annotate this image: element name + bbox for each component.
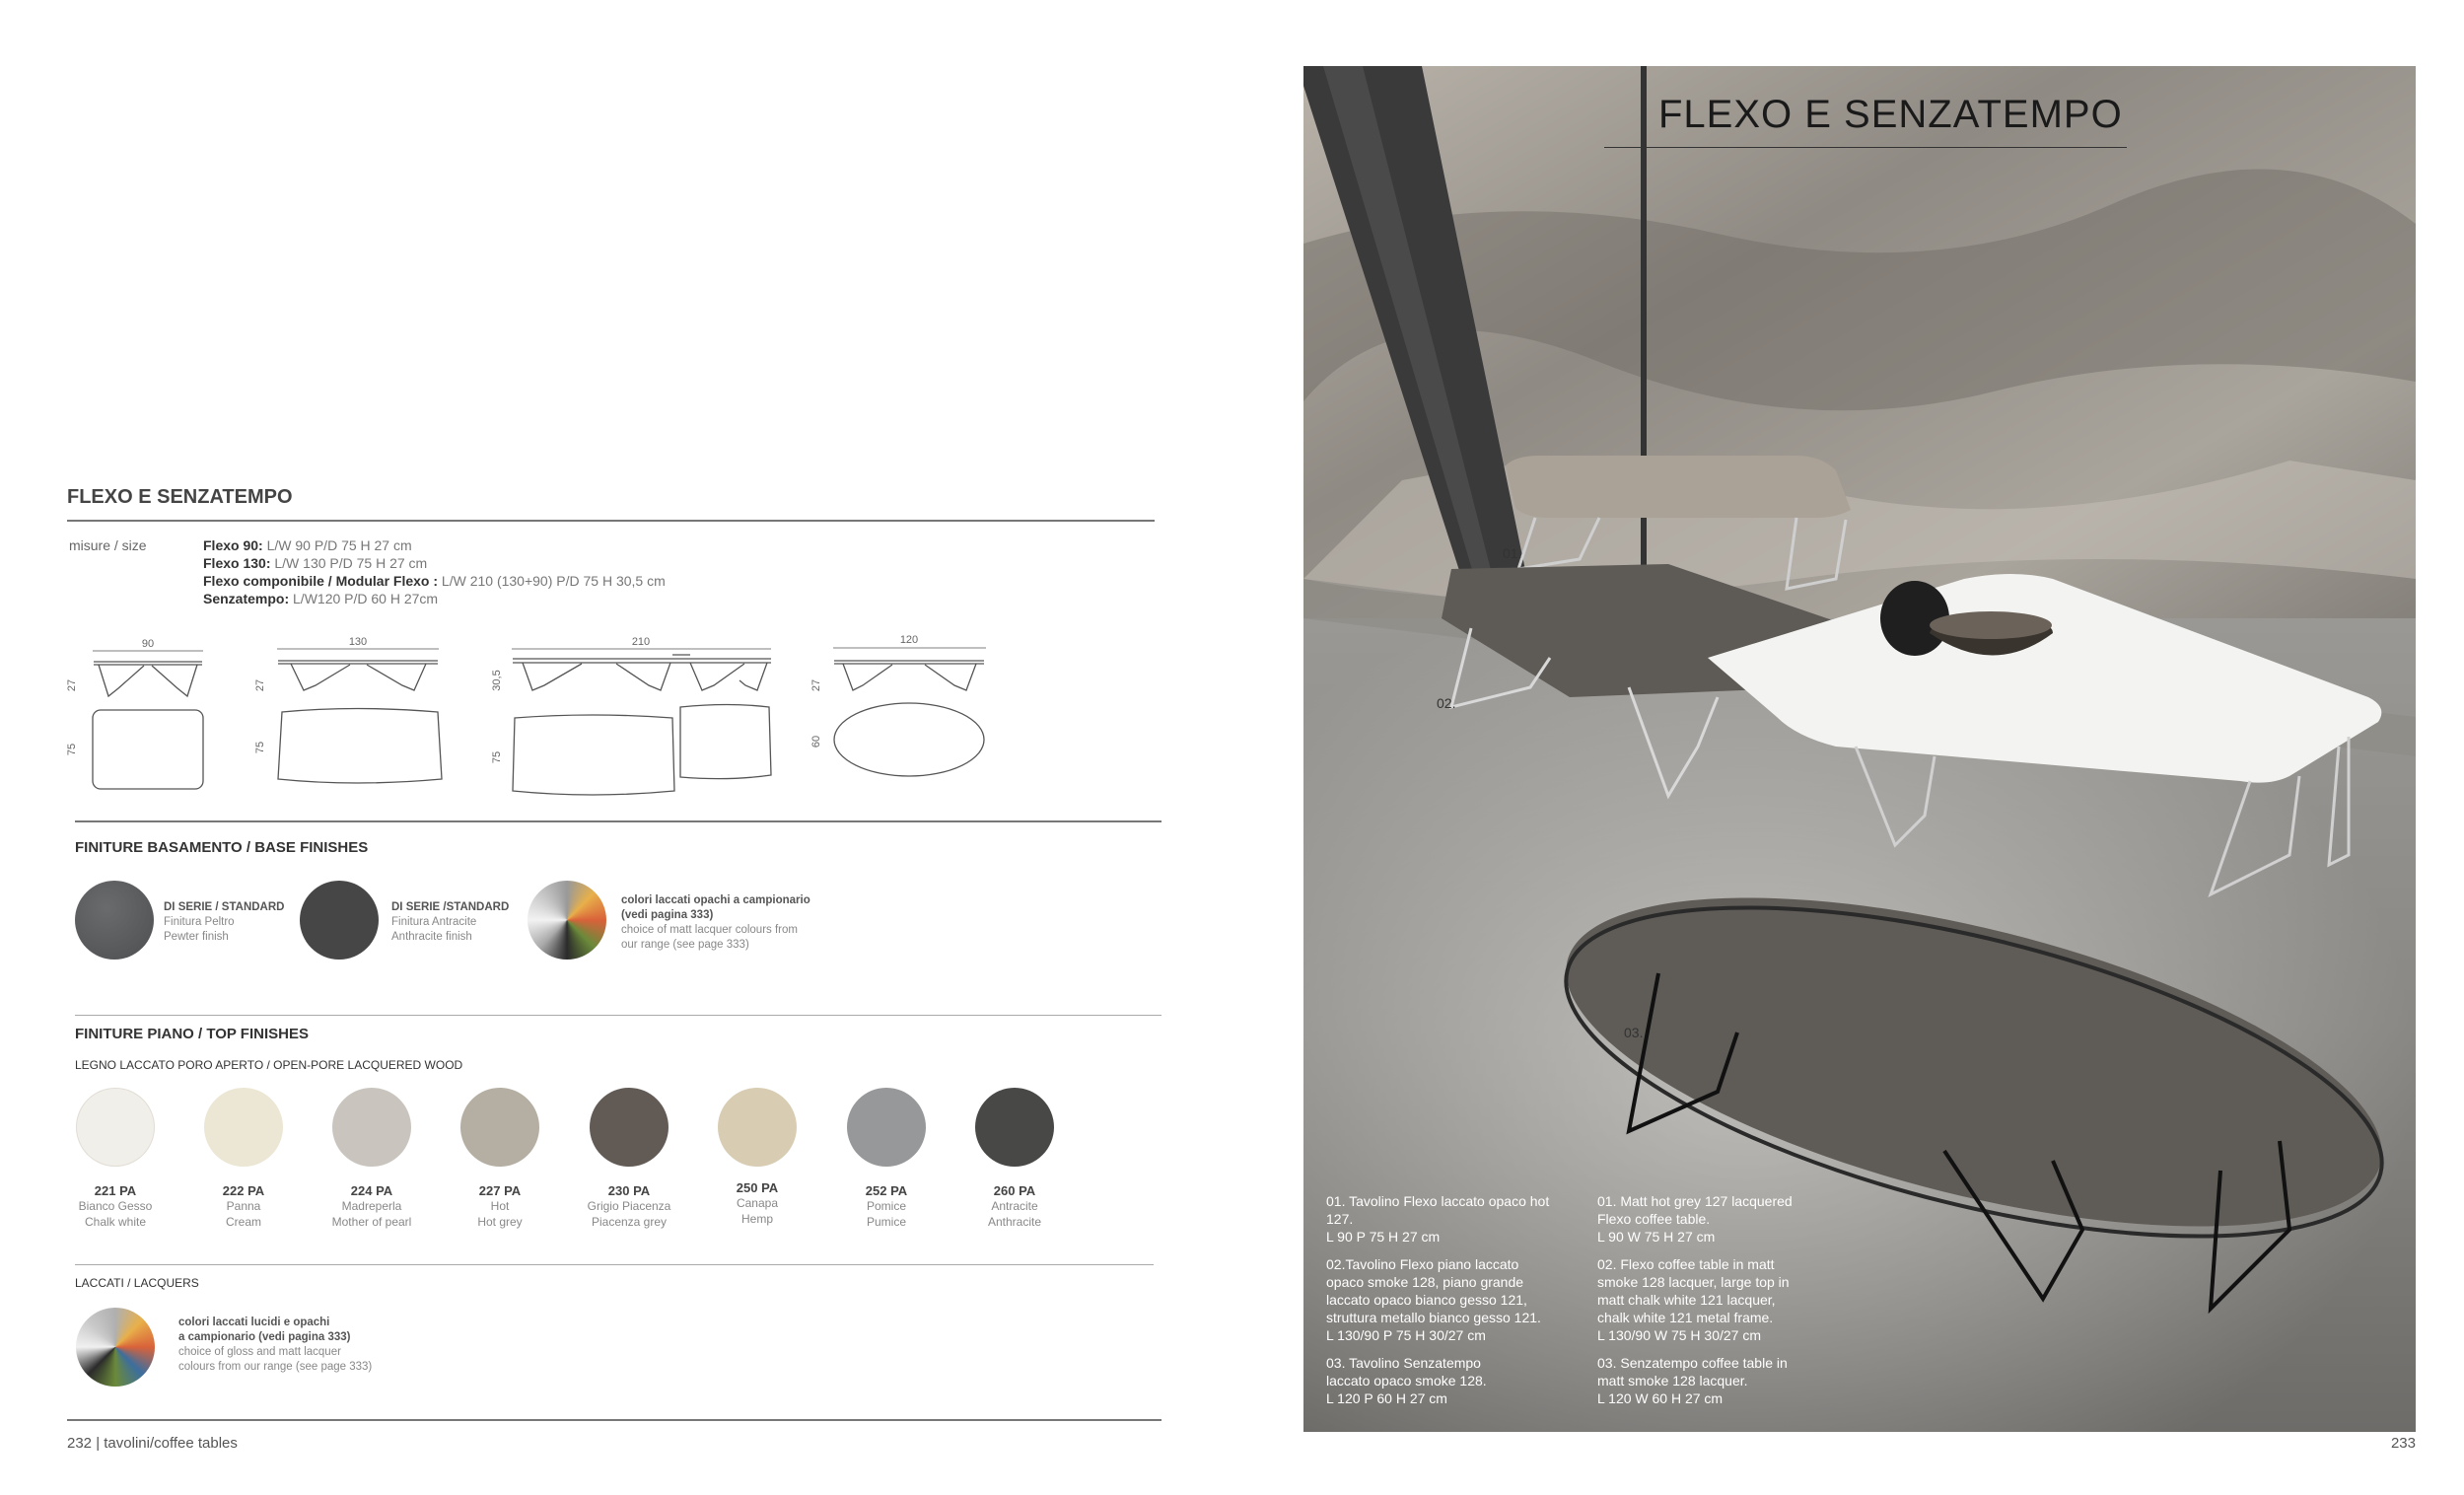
spec-line: Flexo componibile / Modular Flexo : L/W 210 (130+90) P/D 75 H 30,5 cm bbox=[203, 573, 666, 589]
wood-code: 250 PA bbox=[736, 1180, 779, 1195]
dimension-width: 210 bbox=[631, 636, 651, 648]
dimension-width: 120 bbox=[899, 634, 919, 646]
photo-title: FLEXO E SENZATEMPO bbox=[1658, 93, 2123, 136]
spec-line: Senzatempo: L/W120 P/D 60 H 27cm bbox=[203, 591, 439, 606]
dimension-height: 27 bbox=[254, 678, 266, 692]
wood-code: 260 PA bbox=[993, 1183, 1036, 1198]
caption-it-03: 03. Tavolino Senzatempo laccato opaco smoke 128. L 120 P 60 H 27 cm bbox=[1326, 1355, 1487, 1406]
wood-code: 230 PA bbox=[607, 1183, 651, 1198]
product-number: 03. bbox=[1624, 1025, 1644, 1040]
wood-name-en: Piacenza grey bbox=[591, 1215, 668, 1229]
page-number: 233 bbox=[2390, 1435, 2416, 1452]
wood-name-it: Grigio Piacenza bbox=[587, 1199, 671, 1213]
wood-swatch bbox=[204, 1088, 283, 1167]
divider bbox=[75, 820, 1162, 822]
wood-swatch bbox=[76, 1088, 155, 1167]
dimension-width: 130 bbox=[348, 636, 368, 648]
wood-name-it: Hot bbox=[490, 1199, 510, 1213]
dimension-height: 30,5 bbox=[491, 670, 503, 691]
wood-name-it: Pomice bbox=[866, 1199, 906, 1213]
page-footer: 232 | tavolini/coffee tables bbox=[67, 1435, 238, 1452]
wood-swatch bbox=[332, 1088, 411, 1167]
spec-line: Flexo 90: L/W 90 P/D 75 H 27 cm bbox=[203, 537, 412, 553]
lacquer-color-wheel-icon bbox=[76, 1308, 155, 1387]
dimension-height: 27 bbox=[66, 678, 78, 692]
wood-name-it: Canapa bbox=[736, 1196, 779, 1210]
wood-name-en: Hot grey bbox=[477, 1215, 523, 1229]
wood-code: 252 PA bbox=[865, 1183, 908, 1198]
technical-drawings bbox=[59, 631, 1006, 809]
wood-name-en: Cream bbox=[225, 1215, 261, 1229]
finish-swatch-anthracite bbox=[300, 881, 379, 960]
finish-label: colori laccati opachi a campionario (vedi pagina 333) choice of matt lacquer colours from our range (see page 333) bbox=[621, 894, 810, 951]
lacquer-label: colori laccati lucidi e opachi a campionario (vedi pagina 333) choice of gloss and matt lacquer colours from our range (see page 333) bbox=[178, 1317, 373, 1373]
caption-en-01: 01. Matt hot grey 127 lacquered Flexo coffee table. L 90 W 75 H 27 cm bbox=[1597, 1193, 1793, 1245]
photo-title-rule bbox=[1604, 147, 2127, 148]
lacquer-color-wheel-icon bbox=[528, 881, 606, 960]
footer-divider bbox=[67, 1419, 1162, 1421]
wood-code: 221 PA bbox=[94, 1183, 137, 1198]
wood-name-en: Mother of pearl bbox=[331, 1215, 412, 1229]
product-photo bbox=[1303, 66, 2416, 1432]
wood-code: 224 PA bbox=[350, 1183, 393, 1198]
section-title: FLEXO E SENZATEMPO bbox=[67, 486, 293, 508]
divider bbox=[75, 1264, 1154, 1265]
top-finishes-title: FINITURE PIANO / TOP FINISHES bbox=[75, 1026, 309, 1042]
dimension-height: 27 bbox=[810, 678, 822, 692]
dimension-width: 90 bbox=[141, 638, 155, 650]
title-divider bbox=[67, 520, 1155, 522]
product-number: 02. bbox=[1437, 695, 1456, 711]
dimension-depth: 60 bbox=[810, 735, 822, 748]
wood-swatch bbox=[718, 1088, 797, 1167]
finish-label: DI SERIE / STANDARD Finitura Peltro Pewter finish bbox=[164, 901, 285, 943]
wood-swatch bbox=[975, 1088, 1054, 1167]
wood-code: 222 PA bbox=[222, 1183, 265, 1198]
dimension-depth: 75 bbox=[254, 741, 266, 754]
caption-it-02: 02.Tavolino Flexo piano laccato opaco smoke 128, piano grande laccato opaco bianco gesso 121, struttura metallo bianco gesso 121. L 130/90 P 75 H 30/27 cm bbox=[1326, 1256, 1541, 1343]
wood-name-en: Pumice bbox=[866, 1215, 906, 1229]
wood-name-it: Madreperla bbox=[341, 1199, 402, 1213]
wood-swatch bbox=[590, 1088, 669, 1167]
wood-swatch bbox=[460, 1088, 539, 1167]
top-finishes-subtitle: LEGNO LACCATO PORO APERTO / OPEN-PORE LACQUERED WOOD bbox=[75, 1058, 463, 1072]
lacquers-title: LACCATI / LACQUERS bbox=[75, 1276, 199, 1290]
dimension-depth: 75 bbox=[491, 750, 503, 764]
wood-name-it: Panna bbox=[226, 1199, 261, 1213]
wood-name-en: Chalk white bbox=[84, 1215, 147, 1229]
divider bbox=[75, 1015, 1162, 1016]
dimension-depth: 75 bbox=[66, 743, 78, 756]
finish-swatch-pewter bbox=[75, 881, 154, 960]
caption-it-01: 01. Tavolino Flexo laccato opaco hot 127. L 90 P 75 H 27 cm bbox=[1326, 1193, 1550, 1245]
wood-name-it: Bianco Gesso bbox=[78, 1199, 153, 1213]
size-label: misure / size bbox=[69, 537, 147, 553]
caption-en-02: 02. Flexo coffee table in matt smoke 128 lacquer, large top in matt chalk white 121 lacquer, chalk white 121 metal frame. L 130/90 W 75 H 30/27 cm bbox=[1597, 1256, 1790, 1343]
wood-code: 227 PA bbox=[478, 1183, 522, 1198]
base-finishes-title: FINITURE BASAMENTO / BASE FINISHES bbox=[75, 839, 369, 856]
spec-line: Flexo 130: L/W 130 P/D 75 H 27 cm bbox=[203, 555, 428, 571]
wood-name-en: Anthracite bbox=[987, 1215, 1042, 1229]
wood-swatch bbox=[847, 1088, 926, 1167]
product-number: 01. bbox=[1503, 545, 1522, 561]
caption-en-03: 03. Senzatempo coffee table in matt smoke 128 lacquer. L 120 W 60 H 27 cm bbox=[1597, 1355, 1788, 1406]
wood-name-it: Antracite bbox=[991, 1199, 1038, 1213]
wood-name-en: Hemp bbox=[740, 1212, 773, 1226]
finish-label: DI SERIE /STANDARD Finitura Antracite Anthracite finish bbox=[391, 901, 510, 943]
